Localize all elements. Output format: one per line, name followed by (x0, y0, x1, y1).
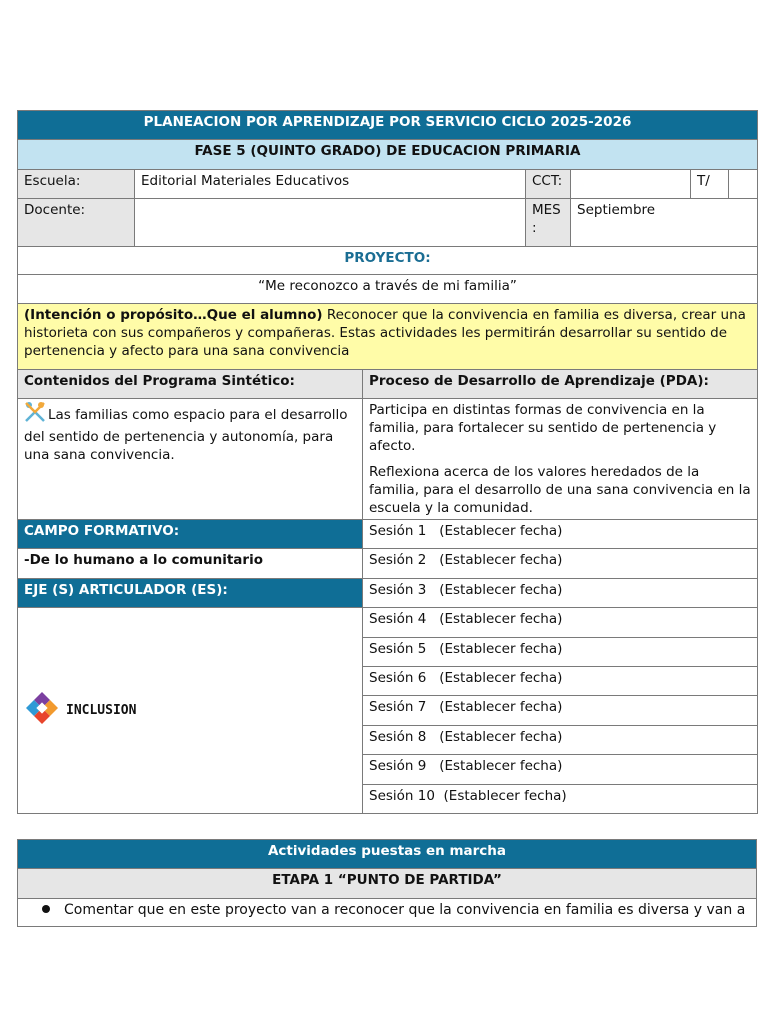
contenidos-text: Las familias como espacio para el desarrollo del sentido de pertenencia y autonomía, para una sana convivencia. (24, 407, 348, 463)
sesion-row: Sesión 8 (Establecer fecha) (363, 726, 758, 755)
t-value (729, 170, 758, 199)
t-label: T/ (691, 170, 729, 199)
pda-paragraph-1: Participa en distintas formas de convivencia en la familia, para fortalecer su sentido de pertenencia y afecto. (369, 402, 717, 454)
sesion-row: Sesión 10 (Establecer fecha) (363, 785, 758, 814)
escuela-value: Editorial Materiales Educativos (135, 170, 526, 199)
contenidos-header: Contenidos del Programa Sintético: (18, 370, 363, 399)
planeacion-table (17, 110, 758, 814)
page-subtitle: FASE 5 (QUINTO GRADO) DE EDUCACION PRIMARIA (18, 140, 758, 170)
intencion-label: (Intención o propósito…Que el alumno) (24, 307, 323, 323)
contenidos-people-icon (24, 401, 46, 428)
sesion-row: Sesión 5 (Establecer fecha) (363, 638, 758, 667)
sesion-row: Sesión 6 (Establecer fecha) (363, 667, 758, 696)
campo-formativo-label: CAMPO FORMATIVO: (18, 520, 363, 549)
sesion-row: Sesión 9 (Establecer fecha) (363, 755, 758, 785)
mes-value: Septiembre (571, 199, 758, 247)
pda-paragraph-2: Reflexiona acerca de los valores heredados de la familia, para el desarrollo de una sana convivencia en la escuela y la comunidad. (369, 464, 751, 516)
actividades-title: Actividades puestas en marcha (18, 840, 757, 869)
eje-articulador-value-cell (18, 608, 363, 814)
sesion-row: Sesión 2 (Establecer fecha) (363, 549, 758, 579)
sesion-row: Sesión 7 (Establecer fecha) (363, 696, 758, 726)
intencion-text: Reconocer que la convivencia en familia es diversa, crear una historieta con sus compañeros y compañeras. Estas actividades les permitirán desarrollar su sentido de pertenencia y afecto para una sana convivencia (24, 307, 746, 359)
mes-label: MES : (526, 199, 571, 247)
actividad-item (18, 899, 757, 927)
bullet-icon (42, 905, 50, 913)
sesion-row: Sesión 3 (Establecer fecha) (363, 579, 758, 608)
intencion-block (18, 304, 758, 370)
actividad-text: Comentar que en este proyecto van a reconocer que la convivencia en familia es diversa y van a (64, 902, 746, 918)
inclusion-logo-icon (24, 690, 60, 731)
page-title: PLANEACION POR APRENDIZAJE POR SERVICIO CICLO 2025-2026 (18, 111, 758, 140)
etapa-title: ETAPA 1 “PUNTO DE PARTIDA” (18, 869, 757, 899)
proyecto-label: PROYECTO: (18, 247, 758, 275)
docente-label: Docente: (18, 199, 135, 247)
pda-cell (363, 399, 758, 520)
sesion-row: Sesión 1 (Establecer fecha) (363, 520, 758, 549)
pda-header: Proceso de Desarrollo de Aprendizaje (PDA): (363, 370, 758, 399)
escuela-label: Escuela: (18, 170, 135, 199)
campo-formativo-value: -De lo humano a lo comunitario (18, 549, 363, 579)
eje-articulador-label: EJE (S) ARTICULADOR (ES): (18, 579, 363, 608)
proyecto-name: “Me reconozco a través de mi familia” (18, 275, 758, 304)
cct-label: CCT: (526, 170, 571, 199)
contenidos-cell (18, 399, 363, 520)
cct-value (571, 170, 691, 199)
inclusion-label: INCLUSION (66, 702, 137, 718)
actividades-table (17, 839, 757, 927)
sesion-row: Sesión 4 (Establecer fecha) (363, 608, 758, 638)
docente-value (135, 199, 526, 247)
